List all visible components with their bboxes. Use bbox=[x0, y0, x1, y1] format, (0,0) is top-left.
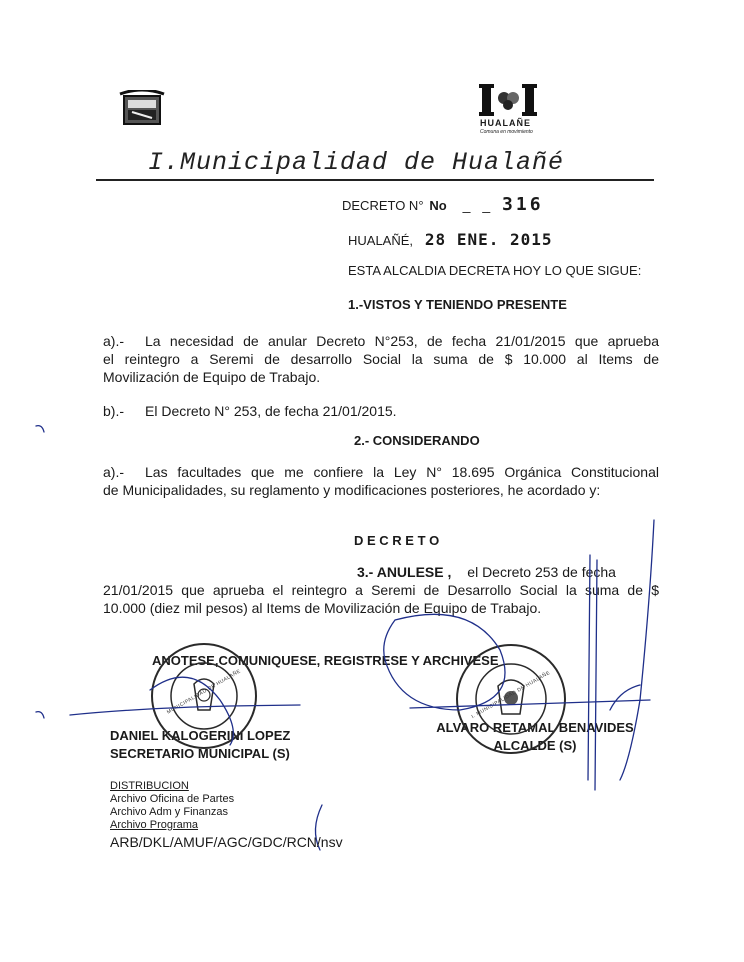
decree-number-label: DECRETO N° bbox=[342, 198, 424, 213]
section1-b-marker: b).- bbox=[103, 403, 124, 419]
decree-number-row: DECRETO N° No _ _ 316 bbox=[342, 194, 544, 215]
decreto-body bbox=[103, 581, 659, 617]
decreto-heading: D E C R E T O bbox=[354, 533, 440, 548]
section1-heading: 1.-VISTOS Y TENIENDO PRESENTE bbox=[348, 297, 567, 312]
distribution-initials: ARB/DKL/AMUF/AGC/GDC/RCN/nsv bbox=[110, 834, 343, 850]
section1-a bbox=[103, 332, 659, 386]
distribution-heading: DISTRIBUCION bbox=[110, 780, 189, 792]
section1-b bbox=[103, 402, 397, 420]
section2-a-line1: Las facultades que me confiere la Ley N° 18.695 Orgánica Constitucional bbox=[145, 464, 659, 480]
section2-a-line2: de Municipalidades, su reglamento y modificaciones posteriores, he acordado y: bbox=[103, 482, 601, 498]
distribution-item: Archivo Adm y Finanzas bbox=[110, 806, 228, 818]
mayor-seal-text: I. MUNICIPALIDAD DE HUALAÑE bbox=[470, 669, 552, 721]
logo-tagline: Comuna en movimiento bbox=[480, 129, 533, 135]
section2-heading: 2.- CONSIDERANDO bbox=[354, 433, 480, 448]
decree-number-prefix: No bbox=[429, 198, 447, 213]
decree-intro: ESTA ALCALDIA DECRETA HOY LO QUE SIGUE: bbox=[348, 263, 642, 278]
title-rule bbox=[96, 179, 654, 181]
right-signatory-name: ALVARO RETAMAL BENAVIDES bbox=[436, 720, 634, 735]
date-stamp: 28 ENE. 2015 bbox=[424, 230, 553, 249]
section2-a-marker: a).- bbox=[103, 464, 124, 480]
distribution-item: Archivo Oficina de Partes bbox=[110, 793, 235, 805]
section2-a bbox=[103, 463, 659, 499]
hualane-logo-icon bbox=[476, 80, 540, 120]
mayor-seal-icon bbox=[452, 640, 570, 758]
right-signatory-title: ALCALDE (S) bbox=[493, 738, 577, 753]
place-label: HUALAÑÉ, bbox=[348, 233, 414, 248]
logo-name: HUALAÑE bbox=[480, 118, 531, 128]
section1-a-line3: Movilización de Equipo de Trabajo. bbox=[103, 369, 321, 385]
closing-line: ANOTESE,COMUNIQUESE, REGISTRESE Y ARCHIVESE bbox=[152, 653, 499, 668]
section1-b-text: El Decreto N° 253, de fecha 21/01/2015. bbox=[145, 403, 397, 419]
distribution-item: Archivo Programa bbox=[110, 819, 199, 831]
decree-date-row bbox=[348, 231, 553, 250]
secretary-seal-icon bbox=[148, 640, 260, 752]
decreto-line2: 21/01/2015 que aprueba el reintegro a Seremi de Desarrollo Social la suma de $ bbox=[103, 582, 659, 598]
decreto-line3: 10.000 (diez mil pesos) al Items de Movilización de Equipo de Trabajo. bbox=[103, 600, 542, 616]
hualane-logo bbox=[476, 80, 540, 140]
left-signatory-title: SECRETARIO MUNICIPAL (S) bbox=[110, 746, 290, 761]
left-signatory-name: DANIEL KALOGERINI LOPEZ bbox=[110, 728, 291, 743]
secretary-seal-text: MUNICIPALIDAD DE HUALAÑE bbox=[166, 668, 242, 716]
section1-a-line2: el reintegro a Seremi de desarrollo Social la suma de $ 10.000 al Items de bbox=[103, 351, 659, 367]
page-title: I.Municipalidad de Hualañé bbox=[148, 148, 565, 177]
distribution-block bbox=[110, 780, 343, 851]
section1-a-marker: a).- bbox=[103, 333, 124, 349]
decreto-line1-rest: el Decreto 253 de fecha bbox=[467, 564, 616, 580]
section1-a-line1: La necesidad de anular Decreto N°253, de fecha 21/01/2015 que aprueba bbox=[145, 333, 659, 349]
municipal-crest-icon bbox=[118, 90, 166, 130]
decreto-item-label: 3.- ANULESE , bbox=[357, 564, 452, 580]
decreto-item-line1 bbox=[357, 563, 616, 581]
decree-number: 316 bbox=[502, 194, 544, 215]
